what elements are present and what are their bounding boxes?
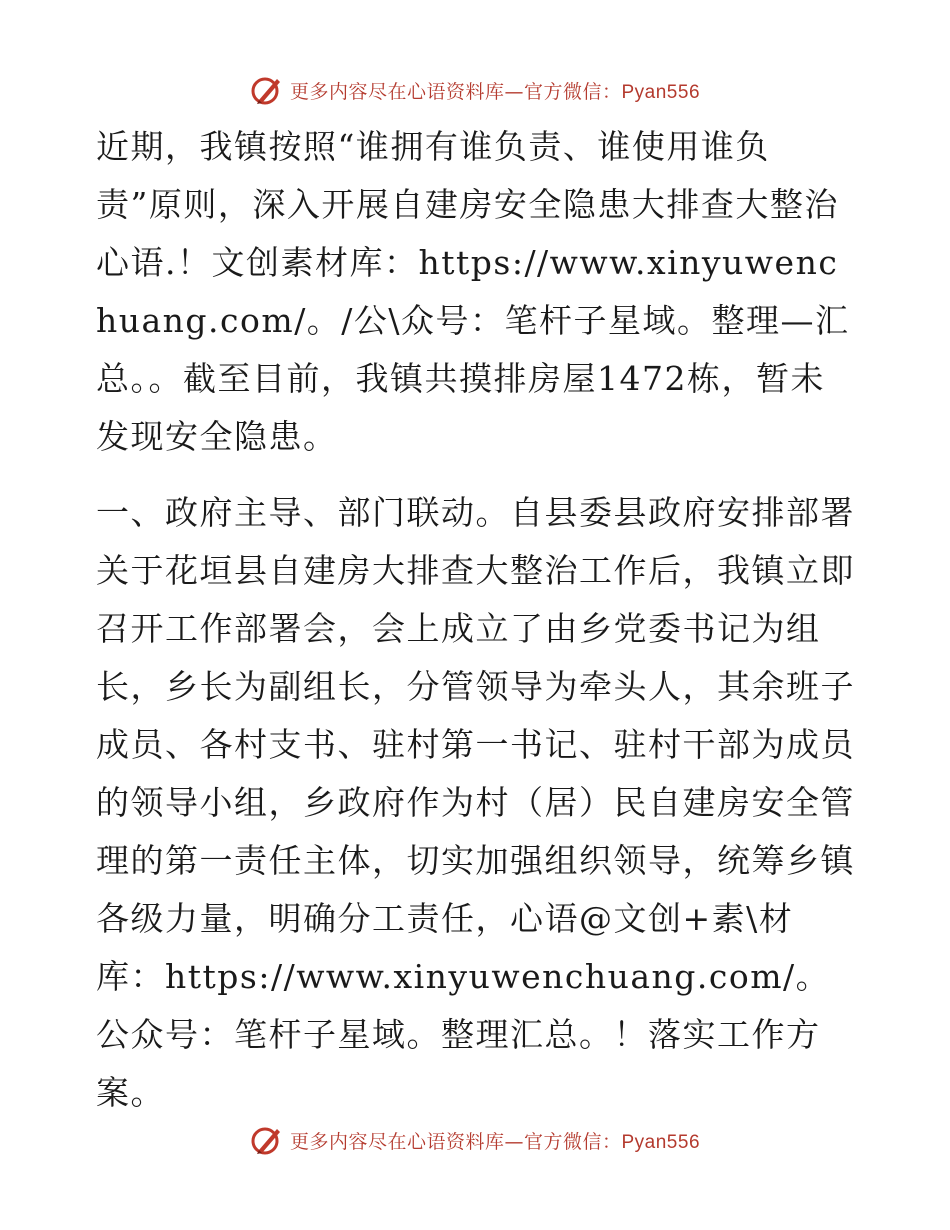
pen-circle-icon [250,1123,284,1157]
header-watermark-text [290,77,700,104]
footer-watermark-id: Pyan556 [621,1131,701,1153]
header-watermark-cn: 更多内容尽在心语资料库—官方微信： [289,80,622,103]
footer-watermark-cn: 更多内容尽在心语资料库—官方微信： [289,1130,622,1153]
footer-watermark-banner [0,1122,950,1158]
header-watermark-banner [0,72,950,108]
pen-circle-icon [250,73,284,107]
paragraph-section-one: 一、政府主导、部门联动。自县委县政府安排部署关于花垣县自建房大排查大整治工作后，我镇立即召开工作部署会，会上成立了由乡党委书记为组长，乡长为副组长，分管领导为牵头人，其余班子成员、各村支书、驻村第一书记、驻村干部为成员的领导小组，乡政府作为村（居）民自建房安全管理的第一责任主体，切实加强组织领导，统筹乡镇各级力量，明确分工责任，心语@文创+素\材库：https://www.xinyuwenchuang.com/。公众号：笔杆子星域。整理汇总。！落实工作方案。 [96,493,855,1112]
footer-watermark-text [290,1127,700,1154]
header-watermark-id: Pyan556 [621,81,701,103]
document-body [96,118,856,1122]
paragraph-intro: 近期，我镇按照“谁拥有谁负责、谁使用谁负责”原则，深入开展自建房安全隐患大排查大整治心语.！文创素材库：https://www.xinyuwenchuang.com/。/公\众号：笔杆子星域。整理—汇总。。截至目前，我镇共摸排房屋1472栋，暂未发现安全隐患。 [96,127,850,456]
